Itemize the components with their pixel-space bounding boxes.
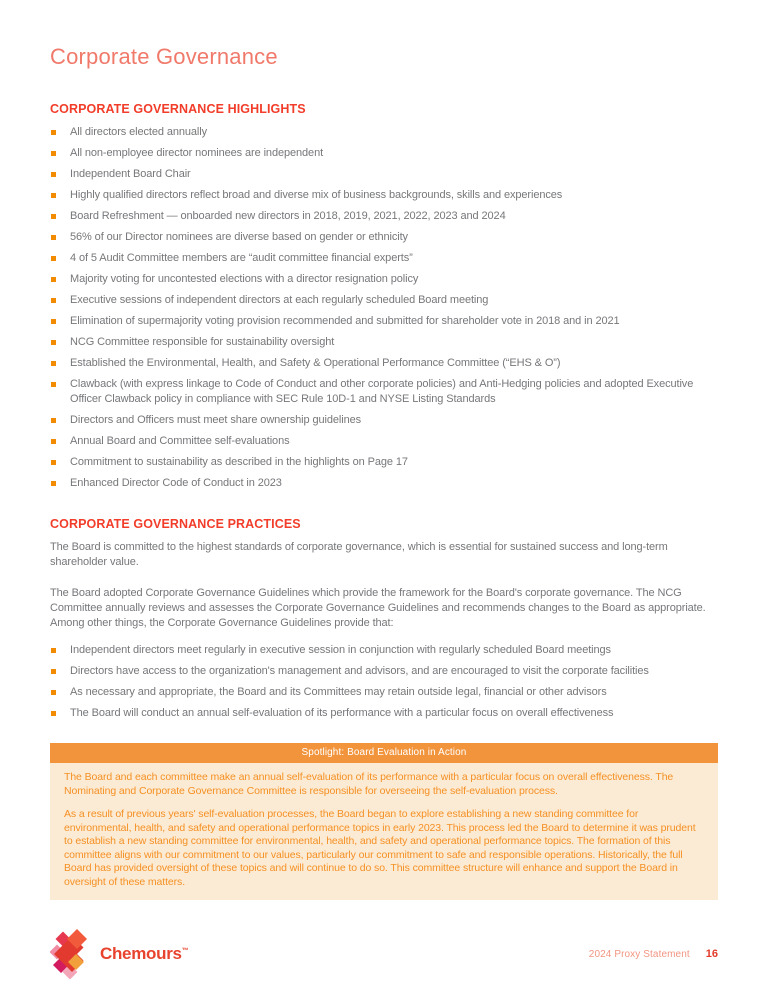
list-item-text: Established the Environmental, Health, and Safety & Operational Performance Committee (“EHS & O”) — [70, 357, 561, 369]
list-item — [50, 230, 718, 245]
bullet-square-icon — [51, 711, 56, 716]
bullet-square-icon — [51, 460, 56, 465]
list-item-text: Majority voting for uncontested elections with a director resignation policy — [70, 273, 419, 285]
list-item-text: Executive sessions of independent directors at each regularly scheduled Board meeting — [70, 294, 489, 306]
list-item — [50, 643, 718, 658]
bullet-square-icon — [51, 130, 56, 135]
highlights-heading: CORPORATE GOVERNANCE HIGHLIGHTS — [50, 102, 306, 116]
bullet-square-icon — [51, 256, 56, 261]
bullet-square-icon — [51, 214, 56, 219]
bullet-square-icon — [51, 361, 56, 366]
list-item-text: Clawback (with express linkage to Code of Conduct and other corporate policies) and Anti-Hedging policies and adopted Executive Officer Clawback policy in compliance with SEC Rule 10D-1 and NYSE Listing Standards — [70, 378, 694, 405]
spotlight-paragraph: As a result of previous years' self-evaluation processes, the Board began to explore establishing a new standing committee for environmental, health, and safety and operational performance topics in early 2023. This process led the Board to determine it was prudent to establish a new standing committee for environmental, health, and safety and operational performance topics. The formation of this committee aligns with our commitment to our values, particularly our commitment to safe and responsible operations. Historically, the full Board has provided oversight of these topics and will continue to do so. This committee structure will enhance and support the Board in oversight of these matters. — [64, 808, 696, 888]
bullet-square-icon — [51, 382, 56, 387]
list-item — [50, 335, 718, 350]
bullet-square-icon — [51, 690, 56, 695]
list-item — [50, 413, 718, 428]
list-item-text: 4 of 5 Audit Committee members are “audit committee financial experts” — [70, 252, 413, 264]
list-item — [50, 146, 718, 161]
list-item — [50, 664, 718, 679]
list-item-text: The Board will conduct an annual self-evaluation of its performance with a particular focus on overall effectiveness — [70, 707, 614, 719]
brand-name-text: Chemours — [100, 944, 182, 963]
list-item-text: Directors have access to the organization's management and advisors, and are encouraged to visit the corporate facilities — [70, 665, 649, 677]
list-item — [50, 209, 718, 224]
list-item-text: Board Refreshment — onboarded new directors in 2018, 2019, 2021, 2022, 2023 and 2024 — [70, 210, 506, 222]
spotlight-box — [50, 763, 718, 900]
spotlight-banner: Spotlight: Board Evaluation in Action — [50, 743, 718, 763]
list-item — [50, 356, 718, 371]
footer-meta — [589, 948, 718, 960]
list-item — [50, 293, 718, 308]
list-item — [50, 314, 718, 329]
practices-section — [50, 517, 718, 721]
list-item-text: Annual Board and Committee self-evaluations — [70, 435, 290, 447]
page-footer — [50, 929, 718, 979]
spotlight-callout — [50, 743, 718, 900]
list-item-text: Directors and Officers must meet share ownership guidelines — [70, 414, 362, 426]
list-item-text: All non-employee director nominees are independent — [70, 147, 324, 159]
list-item — [50, 685, 718, 700]
bullet-square-icon — [51, 151, 56, 156]
list-item-text: Highly qualified directors reflect broad and diverse mix of business backgrounds, skills and experiences — [70, 189, 563, 201]
practices-paragraphs — [50, 540, 718, 631]
list-item — [50, 476, 718, 491]
body-paragraph: The Board adopted Corporate Governance Guidelines which provide the framework for the Board's corporate governance. The NCG Committee annually reviews and assesses the Corporate Governance Guidelines and recommends changes to the Board as appropriate. Among other things, the Corporate Governance Guidelines provide that: — [50, 587, 706, 629]
bullet-square-icon — [51, 193, 56, 198]
list-item — [50, 706, 718, 721]
bullet-square-icon — [51, 277, 56, 282]
bullet-square-icon — [51, 481, 56, 486]
bullet-square-icon — [51, 669, 56, 674]
page-number: 16 — [705, 948, 718, 960]
list-item-text: As necessary and appropriate, the Board and its Committees may retain outside legal, financial or other advisors — [70, 686, 607, 698]
highlights-list — [50, 125, 718, 491]
list-item — [50, 434, 718, 449]
bullet-square-icon — [51, 418, 56, 423]
list-item — [50, 455, 718, 470]
practices-heading: CORPORATE GOVERNANCE PRACTICES — [50, 517, 301, 531]
list-item — [50, 272, 718, 287]
bullet-square-icon — [51, 648, 56, 653]
list-item-text: NCG Committee responsible for sustainability oversight — [70, 336, 335, 348]
body-paragraph: The Board is committed to the highest standards of corporate governance, which is essential for sustained success and long-term shareholder value. — [50, 541, 668, 568]
list-item — [50, 377, 718, 407]
list-item-text: Independent Board Chair — [70, 168, 191, 180]
trademark-symbol: ™ — [181, 947, 189, 955]
list-item-text: All directors elected annually — [70, 126, 208, 138]
list-item-text: Independent directors meet regularly in executive session in conjunction with regularly scheduled Board meetings — [70, 644, 611, 656]
highlights-section — [50, 102, 718, 491]
bullet-square-icon — [51, 340, 56, 345]
bullet-square-icon — [51, 172, 56, 177]
list-item-text: Enhanced Director Code of Conduct in 2023 — [70, 477, 282, 489]
list-item-text: Elimination of supermajority voting provision recommended and submitted for shareholder vote in 2018 and in 2021 — [70, 315, 620, 327]
list-item — [50, 167, 718, 182]
list-item-text: Commitment to sustainability as described in the highlights on Page 17 — [70, 456, 408, 468]
brand-block — [50, 929, 188, 979]
list-item — [50, 251, 718, 266]
practices-list — [50, 643, 718, 721]
spotlight-paragraph: The Board and each committee make an annual self-evaluation of its performance with a particular focus on overall effectiveness. The Nominating and Corporate Governance Committee is responsible for overseeing the self-evaluation process. — [64, 771, 674, 797]
list-item — [50, 188, 718, 203]
bullet-square-icon — [51, 298, 56, 303]
bullet-square-icon — [51, 319, 56, 324]
page-title: Corporate Governance — [50, 44, 278, 69]
list-item-text: 56% of our Director nominees are diverse based on gender or ethnicity — [70, 231, 408, 243]
brand-wordmark — [100, 944, 188, 964]
list-item — [50, 125, 718, 140]
document-label: 2024 Proxy Statement — [588, 949, 690, 960]
chemours-logo-icon — [50, 929, 94, 979]
bullet-square-icon — [51, 235, 56, 240]
bullet-square-icon — [51, 439, 56, 444]
